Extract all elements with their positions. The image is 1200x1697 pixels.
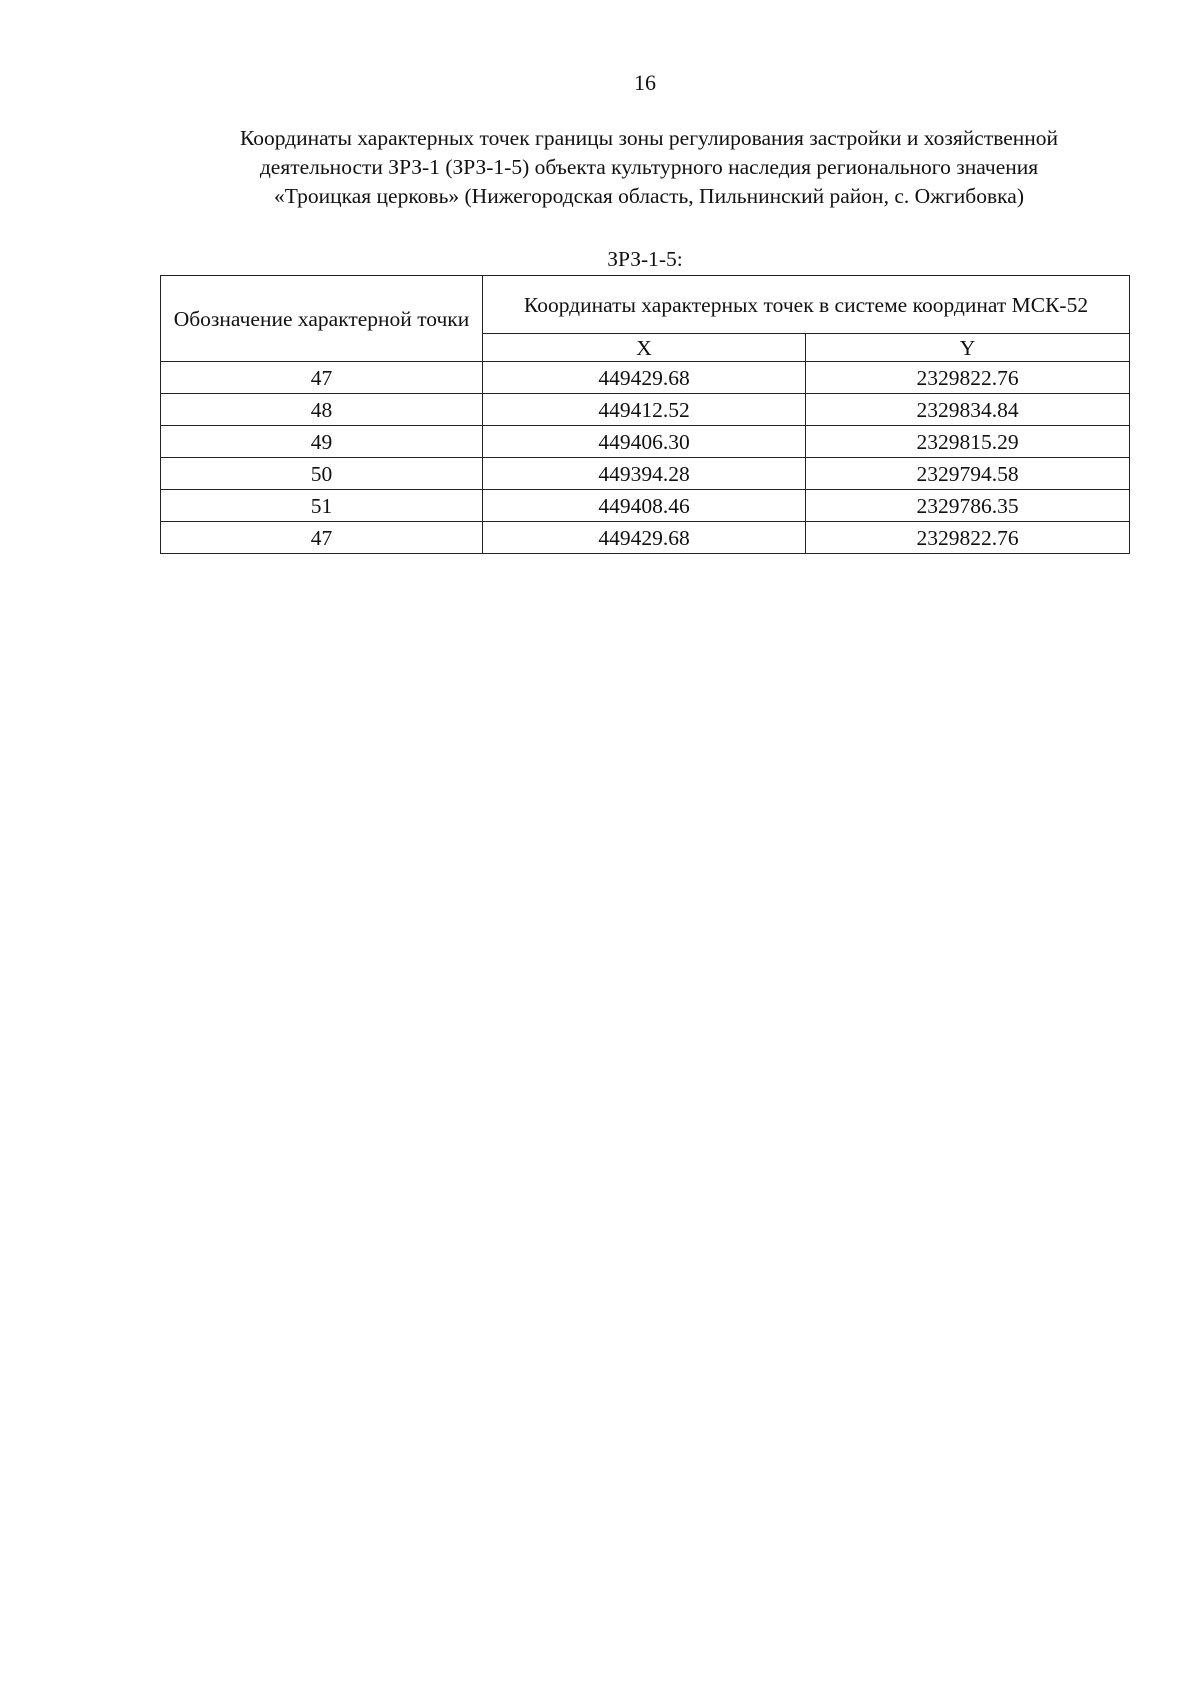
- table-label: ЗРЗ-1-5:: [607, 247, 683, 271]
- x-cell: 449406.30: [483, 426, 806, 458]
- point-column-header: Обозначение характерной точки: [161, 276, 483, 362]
- heading-line: «Троицкая церковь» (Нижегородская область, Пильнинский район, с. Ожгибовка): [274, 184, 1024, 208]
- table-row: [161, 394, 1130, 426]
- x-cell: 449412.52: [483, 394, 806, 426]
- x-cell: 449429.68: [483, 522, 806, 554]
- point-cell: 51: [161, 490, 483, 522]
- coordinates-table: [160, 275, 1130, 554]
- heading-line: деятельности ЗРЗ-1 (ЗРЗ-1-5) объекта культурного наследия регионального значения: [259, 155, 1039, 179]
- point-cell: 47: [161, 362, 483, 394]
- y-cell: 2329822.76: [806, 362, 1130, 394]
- table-row: [161, 362, 1130, 394]
- point-cell: 47: [161, 522, 483, 554]
- x-column-header: X: [483, 334, 806, 362]
- coordinates-column-header: Координаты характерных точек в системе координат МСК-52: [483, 276, 1130, 334]
- table-row: [161, 426, 1130, 458]
- x-cell: 449429.68: [483, 362, 806, 394]
- y-column-header: Y: [806, 334, 1130, 362]
- point-cell: 48: [161, 394, 483, 426]
- y-cell: 2329822.76: [806, 522, 1130, 554]
- point-cell: 49: [161, 426, 483, 458]
- x-cell: 449394.28: [483, 458, 806, 490]
- y-cell: 2329794.58: [806, 458, 1130, 490]
- heading-line: Координаты характерных точек границы зоны регулирования застройки и хозяйственной: [239, 126, 1059, 150]
- table-row: [161, 490, 1130, 522]
- document-heading: [160, 124, 1138, 211]
- table-row: [161, 522, 1130, 554]
- page-number: 16: [634, 70, 656, 95]
- table-row: [161, 458, 1130, 490]
- y-cell: 2329834.84: [806, 394, 1130, 426]
- point-cell: 50: [161, 458, 483, 490]
- x-cell: 449408.46: [483, 490, 806, 522]
- y-cell: 2329815.29: [806, 426, 1130, 458]
- y-cell: 2329786.35: [806, 490, 1130, 522]
